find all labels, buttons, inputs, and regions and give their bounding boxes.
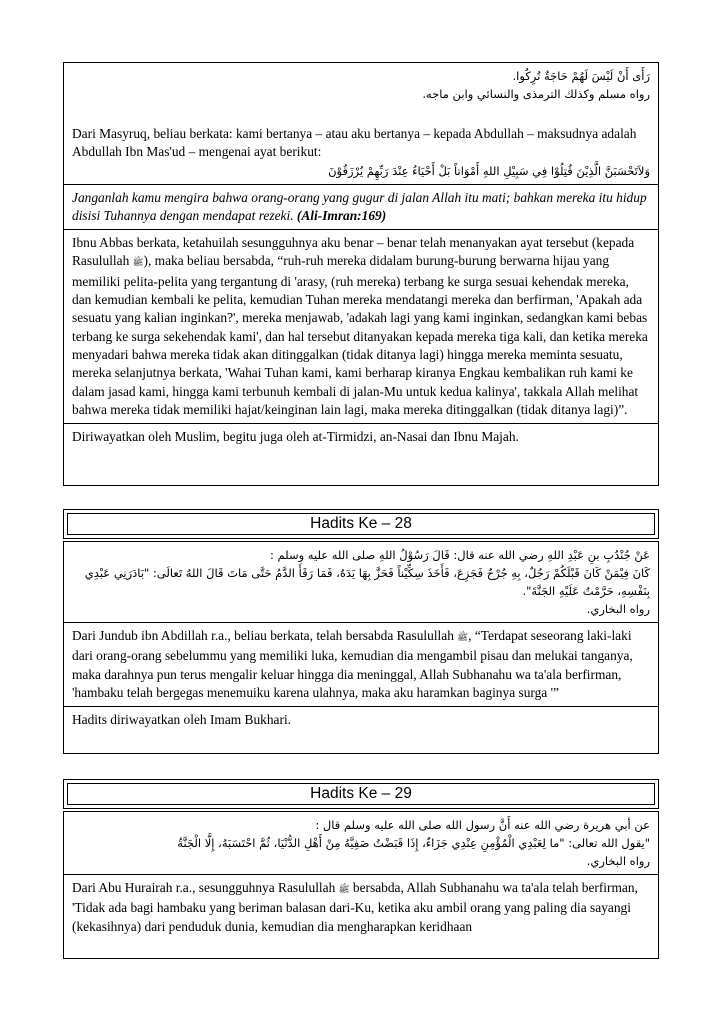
hadits-28-title: Hadits Ke – 28: [67, 513, 655, 535]
hadits-29-box: [63, 811, 659, 959]
riwayat-text: Hadits diriwayatkan oleh Imam Bukhari.: [72, 712, 292, 728]
arabic-text-line: رَأَى أَنْ لَيْسَ لَهُمْ حَاجَةٌ تُرِكُوا.: [512, 69, 650, 83]
translation-text-2: bersabda, Allah Subhanahu wa ta'ala telah berfirman, 'Tidak ada bagi hambaku yang beriman balasan dari-Ku, ketika aku ambil orang yang paling dia sayangi (kekasihnya) dari penduduk dunia, kemudian dia mengharapkan keridhaan: [72, 880, 638, 934]
divider: [64, 874, 658, 875]
translation-paragraph: [72, 627, 650, 702]
riwayat-text: Diriwayatkan oleh Muslim, begitu juga oleh at-Tirmidzi, an-Nasai dan Ibnu Majah.: [72, 429, 519, 445]
divider: [64, 706, 658, 707]
divider: [64, 184, 658, 185]
arabic-text-line: عن أبي هريرة رضي الله عنه أَنَّ رسول الله صلى الله عليه وسلم قال :: [315, 818, 650, 832]
arabic-reference: رواه البخاري.: [586, 854, 650, 868]
hadith-box-top: [63, 62, 659, 486]
divider: [64, 229, 658, 230]
ibnu-abbas-text-1: Ibnu Abbas berkata, ketahuilah sesungguhnya aku benar – benar telah menanyakan ayat tersebut (kepada Rasulullah: [72, 235, 635, 269]
ayat-arabic: وَلاَتَحْسَبَنَّ الَّذِيْنَ قُتِلُوْا فِي سَبِيْلِ اللهِ أَمْوَاتاً بَلْ أَحْيَاءُ عِنْدَ رَبِّهِمْ يُرْزَقُوْنَ: [328, 163, 650, 178]
translation-text-2: , “Terdapat seseorang laki-laki dari orang-orang sebelummu yang memiliki luka, kemudian dia mengambil pisau dan melukai tanganya, maka darahnya pun terus mengalir keluar hingga dia meninggal, Allah Subhanahu wa ta'ala berfirman, 'hambaku telah bergegas menemuiku karena ulahnya, maka aku haramkan baginya surga '”: [72, 628, 633, 700]
spacer: [72, 103, 650, 125]
ayat-reference: (Ali-Imran:169): [296, 207, 387, 223]
translation-text-1: Dari Jundub ibn Abdillah r.a., beliau berkata, telah bersabda Rasulullah: [72, 628, 454, 643]
arabic-text-line: كَانَ فِيْمَنْ كَانَ قَبْلَكُمْ رَجُلٌ، بِهِ جُرْحٌ فَجَزِعَ، فَأَخَذَ سِكِّيْناً فَحَزَّ بِهَا يَدَهُ، فَمَا رَقَأَ الدَّمُ حَتَّى مَاتَ قَالَ اللهُ تَعالَى: "بَادَرَنِي عَبْدِي: [84, 566, 650, 580]
arabic-reference: رواه البخاري.: [586, 602, 650, 616]
arabic-text-line: عَنْ جُنْدُبِ بنِ عَبْدِ اللهِ رضي الله عنه قال: قَالَ رَسُوْلُ اللهِ صلى الله عليه وسلم :: [269, 548, 650, 562]
saw-symbol: ﷺ: [338, 885, 350, 895]
hadits-28-box: [63, 541, 659, 754]
hadits-29-title: Hadits Ke – 29: [67, 783, 655, 805]
hadits-29-header: [63, 779, 659, 809]
divider: [64, 622, 658, 623]
arabic-reference: رواه مسلم وكذلك الترمذى والنسائي وابن ماجه.: [422, 87, 650, 101]
saw-symbol: ﷺ: [132, 258, 144, 269]
masyruq-paragraph: Dari Masyruq, beliau berkata: kami bertanya – atau aku bertanya – kepada Abdullah – maksudnya adalah Abdullah Ibn Mas'ud – mengenai ayat berikut:: [72, 126, 637, 160]
ibnu-abbas-text-2: ), maka beliau bersabda, “ruh-ruh mereka didalam burung-burung berwarna hijau yang memiliki pelita-pelita yang tergantung di 'arasy, (ruh mereka) terbang ke surga sesuai kehendak mereka, dan kemudian kembali ke pelita, kemudian Tuhan mereka mendatangi mereka dan berfirman, 'Apakah ada sesuatu yang kalian inginkan?', mereka menjawab, 'adakah lagi yang kami inginkan, sedangkan kami bebas terbang ke surga sekehendak kami', dan hal tersebut ditanyakan kepada mereka tiga kali, dan ketika mereka menyadari bahwa mereka tidak akan ditinggalkan (tidak ditanya lagi) hingga mereka meminta sesuatu, mereka selanjutnya berkata, 'Wahai Tuhan kami, kami berharap kiranya Engkau kembalikan ruh kami ke dalam jasad kami, hingga kami terbunuh kembali di jalan-Mu untuk kedua kalinya', takkala Allah melihat bahwa mereka tidak memiliki hajat/keinginan lain lagi, maka mereka ditinggalkan (tidak ditanya lagi)”.: [72, 253, 648, 417]
ibnu-abbas-paragraph: [72, 234, 650, 419]
saw-symbol: ﷺ: [457, 633, 469, 643]
ayat-translation-paragraph: [72, 189, 650, 226]
hadits-28-header: [63, 509, 659, 539]
arabic-text-line: "يقول الله تعالى: "ما لِعَبْدِي الْمُؤْمِنِ عِنْدِي جَزَاءٌ، إِذَا قَبَضْتُ صَفِيَّهُ مِنْ أَهْلِ الدُّنْيَا، ثُمَّ احْتَسَبَهُ، إِلَّا الْجَنَّةُ: [177, 836, 650, 850]
divider: [64, 423, 658, 424]
translation-paragraph: [72, 879, 650, 936]
ayat-translation: Janganlah kamu mengira bahwa orang-orang yang gugur di jalan Allah itu mati; bahkan mereka itu hidup disisi Tuhannya dengan mendapat rezeki.: [72, 189, 647, 223]
arabic-text-line: بِنَفْسِهِ، حَرَّمْتُ عَلَيْهِ الجَنَّةَ".: [522, 584, 650, 598]
translation-text-1: Dari Abu Hurairah r.a., sesungguhnya Rasulullah: [72, 880, 336, 895]
